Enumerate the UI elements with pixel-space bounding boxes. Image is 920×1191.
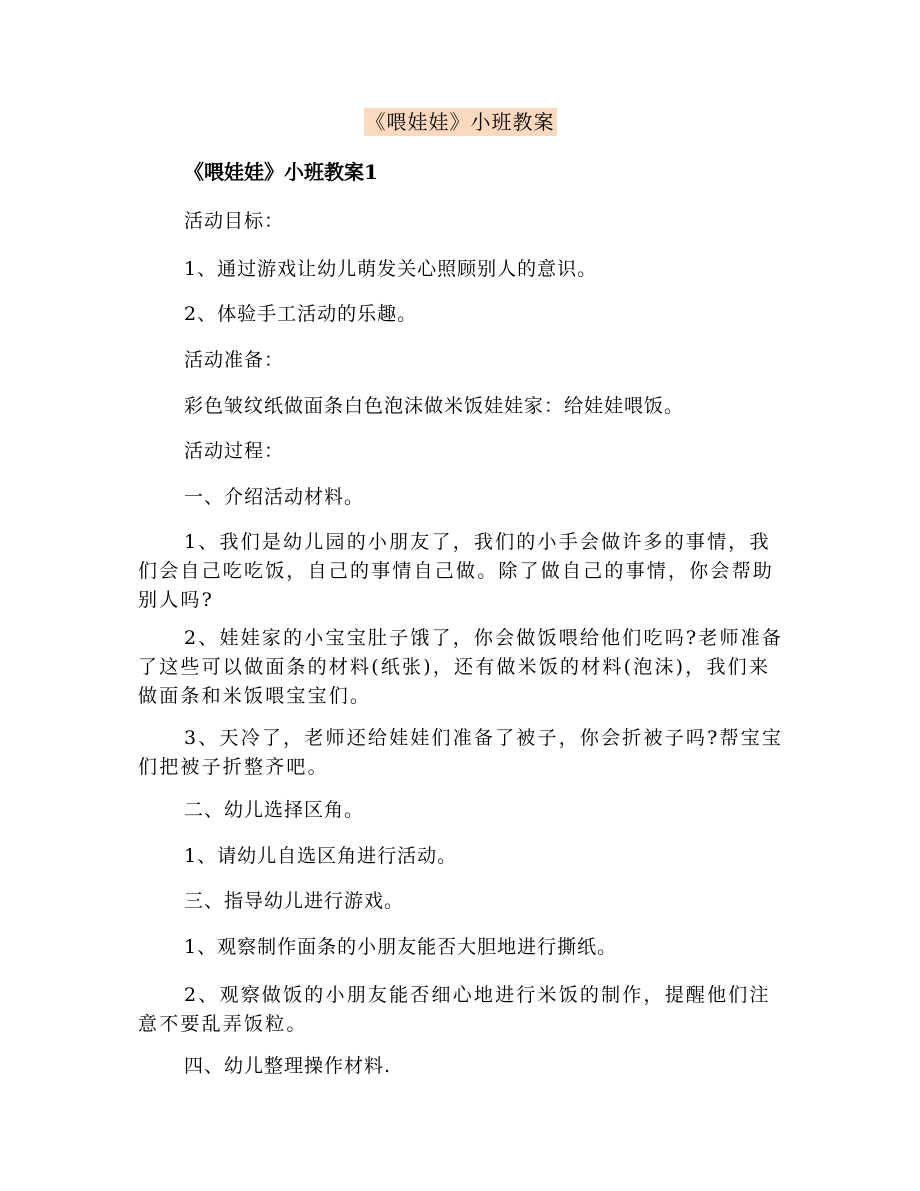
paragraph-prep-heading: 活动准备： (184, 349, 285, 371)
paragraph-step-1-2: 2、娃娃家的小宝宝肚子饿了，你会做饭喂给他们吃吗?老师准备了这些可以做面条的材料(纸张)，还有做米饭的材料(泡沫)，我们来做面条和米饭喂宝宝们。 (138, 627, 784, 707)
paragraph-step-2: 二、幼儿选择区角。 (184, 799, 365, 821)
document-title: 《喂娃娃》小班教案 (365, 110, 555, 134)
paragraph-goals-heading: 活动目标： (184, 210, 285, 232)
paragraph-step-3: 三、指导幼儿进行游戏。 (184, 890, 405, 912)
paragraph-step-4: 四、幼儿整理操作材料. (184, 1055, 392, 1077)
paragraph-step-1-1: 1、我们是幼儿园的小朋友了，我们的小手会做许多的事情，我们会自己吃吃饭，自己的事情自己做。除了做自己的事情，你会帮助别人吗? (138, 531, 775, 611)
paragraph-goal-1: 1、通过游戏让幼儿萌发关心照顾别人的意识。 (184, 258, 598, 280)
paragraph-process-heading: 活动过程： (184, 440, 285, 462)
paragraph-prep-content: 彩色皱纹纸做面条白色泡沫做米饭娃娃家：给娃娃喂饭。 (184, 395, 685, 417)
title-container (0, 108, 920, 136)
paragraph-goal-2: 2、体验手工活动的乐趣。 (184, 303, 418, 325)
paragraph-step-1: 一、介绍活动材料。 (184, 486, 365, 508)
paragraph-step-2-1: 1、请幼儿自选区角进行活动。 (184, 845, 458, 867)
paragraph-step-3-2: 2、观察做饭的小朋友能否细心地进行米饭的制作，提醒他们注意不要乱弄饭粒。 (138, 984, 771, 1035)
section-heading: 《喂娃娃》小班教案1 (184, 160, 378, 184)
paragraph-step-3-1: 1、观察制作面条的小朋友能否大胆地进行撕纸。 (184, 936, 618, 958)
paragraph-step-1-3: 3、天冷了，老师还给娃娃们准备了被子，你会折被子吗?帮宝宝们把被子折整齐吧。 (138, 727, 784, 778)
